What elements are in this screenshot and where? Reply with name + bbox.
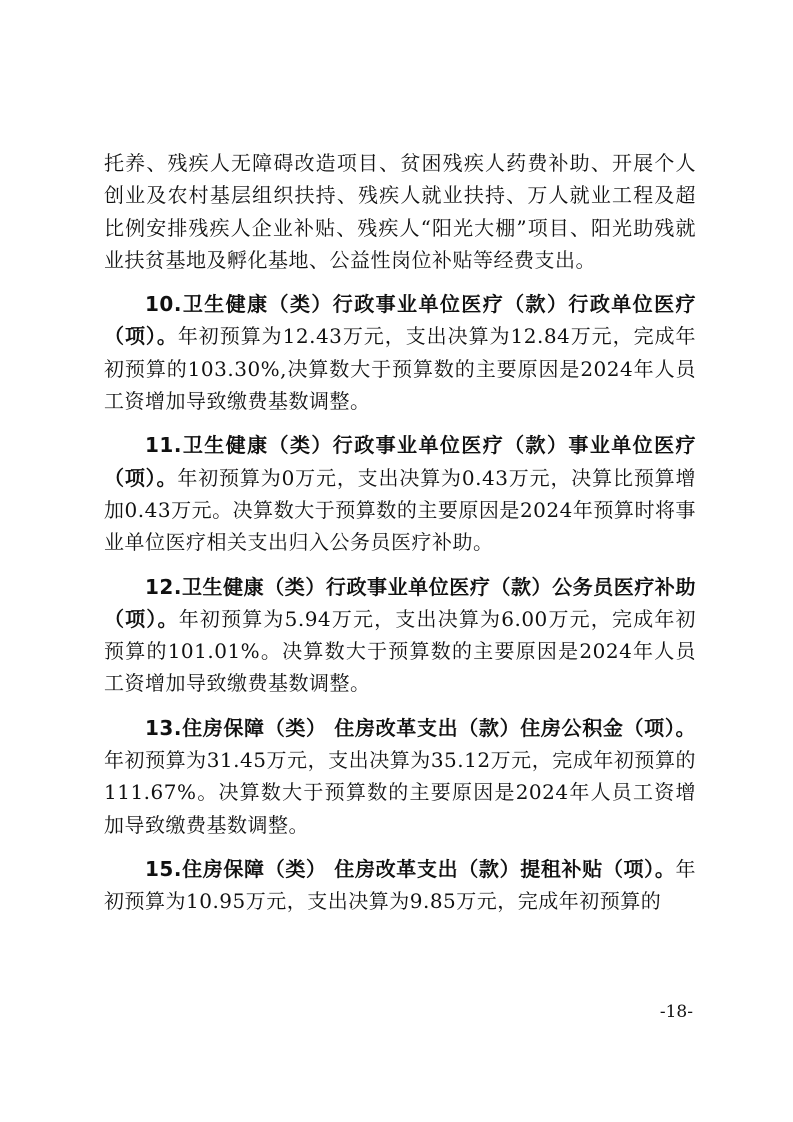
paragraph-heading: 11.卫生健康（类）行政事业单位医疗（款）事业单位医疗（项）。 [104, 433, 696, 490]
paragraph-body: 年初预算为31.45万元，支出决算为35.12万元，完成年初预算的111.67%。决算数大于预算数的主要原因是2024年人员工资增加导致缴费基数调整。 [104, 748, 696, 837]
paragraph-heading: 15.住房保障（类） 住房改革支出（款）提租补贴（项）。 [145, 856, 676, 881]
paragraph-item-11 [104, 429, 696, 558]
paragraph-item-12 [104, 571, 696, 700]
paragraph-item-13 [104, 712, 696, 841]
paragraph-item-10 [104, 288, 696, 417]
paragraph-body: 年初预算为12.43万元，支出决算为12.84万元，完成年初预算的103.30%,决算数大于预算数的主要原因是2024年人员工资增加导致缴费基数调整。 [104, 324, 697, 414]
paragraph-body: 年初预算为10.95万元，支出决算为9.85万元，完成年初预算的 [104, 856, 696, 914]
paragraph-heading: 13.住房保障（类） 住房改革支出（款）住房公积金（项）。 [145, 715, 696, 740]
paragraph-continuation [104, 147, 696, 276]
paragraph-body: 年初预算为5.94万元，支出决算为6.00万元，完成年初预算的101.01%。决算数大于预算数的主要原因是2024年人员工资增加导致缴费基数调整。 [104, 606, 697, 696]
document-body [104, 147, 696, 930]
paragraph-heading: 12.卫生健康（类）行政事业单位医疗（款）公务员医疗补助（项）。 [104, 574, 696, 631]
paragraph-body: 年初预算为0万元，支出决算为0.43万元，决算比预算增加0.43万元。决算数大于预算数的主要原因是2024年预算时将事业单位医疗相关支出归入公务员医疗补助。 [104, 465, 696, 555]
paragraph-heading: 10.卫生健康（类）行政事业单位医疗（款）行政单位医疗（项）。 [104, 292, 696, 349]
paragraph-item-15 [104, 853, 696, 918]
page-number: -18- [659, 1002, 693, 1022]
paragraph-body: 托养、残疾人无障碍改造项目、贫困残疾人药费补助、开展个人创业及农村基层组织扶持、残疾人就业扶持、万人就业工程及超比例安排残疾人企业补贴、残疾人“阳光大棚”项目、阳光助残就业扶贫基地及孵化基地、公益性岗位补贴等经费支出。 [104, 151, 696, 272]
